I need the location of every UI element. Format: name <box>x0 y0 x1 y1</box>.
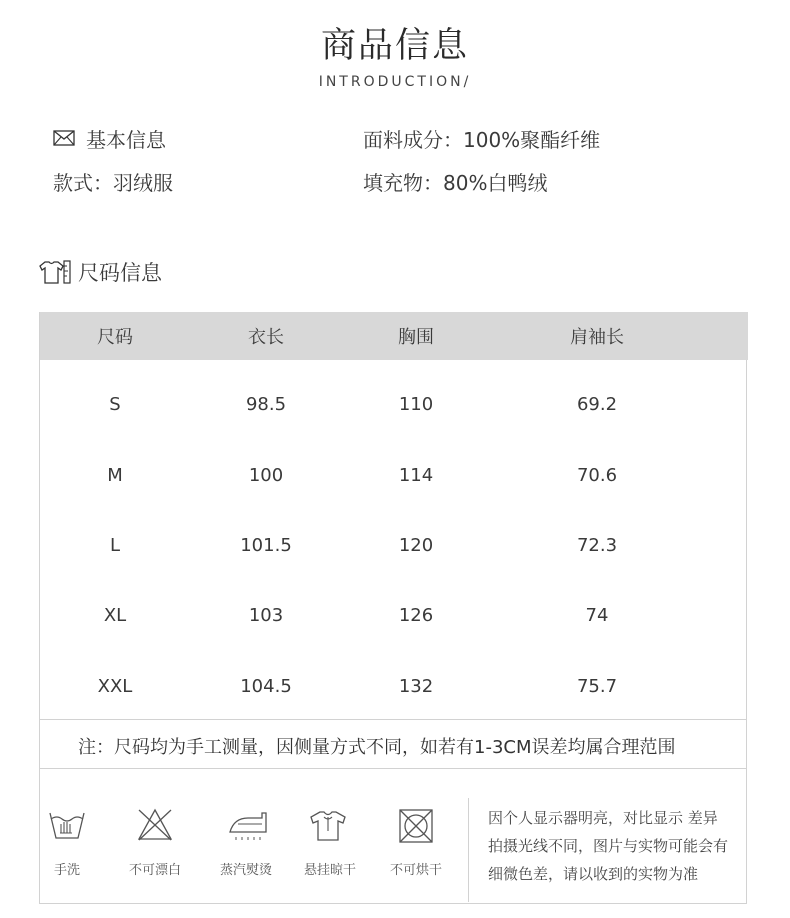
hang-dry-icon <box>308 809 348 843</box>
filling-info: 填充物：80%白鸭绒 <box>363 171 548 195</box>
cell-length: 101.5 <box>240 535 292 556</box>
cell-chest: 110 <box>398 394 434 415</box>
envelope-icon <box>53 130 75 146</box>
cell-chest: 114 <box>398 465 434 486</box>
fabric-info: 面料成分：100%聚酯纤维 <box>363 128 601 152</box>
no-bleach-icon <box>136 807 174 843</box>
care-label-no-tumble-dry: 不可烘干 <box>389 863 442 878</box>
divider <box>40 768 746 769</box>
hand-wash-icon <box>48 808 86 842</box>
cell-size: M <box>107 465 123 486</box>
table-header-row <box>40 312 748 360</box>
cell-length: 104.5 <box>240 676 292 697</box>
divider <box>40 719 746 720</box>
disclaimer-line: 拍摄光线不同，图片与实物可能会有 <box>488 837 729 855</box>
cell-chest: 126 <box>398 605 434 626</box>
cell-chest: 120 <box>398 535 434 556</box>
cell-sleeve: 72.3 <box>576 535 618 556</box>
size-section-label: 尺码信息 <box>78 261 162 285</box>
page-subtitle: INTRODUCTION/ <box>318 74 472 90</box>
size-table <box>39 312 747 904</box>
size-section-header <box>38 258 162 286</box>
measurement-note: 注：尺码均为手工测量，因侧量方式不同，如若有1-3CM误差均属合理范围 <box>78 737 676 758</box>
cell-length: 98.5 <box>245 394 287 415</box>
page-title: 商品信息 <box>320 26 469 66</box>
disclaimer-line: 因个人显示器明亮，对比显示 差异 <box>488 809 718 827</box>
header-length: 衣长 <box>248 327 284 348</box>
care-label-hang-dry: 悬挂晾干 <box>303 863 356 878</box>
cell-sleeve: 70.6 <box>576 465 618 486</box>
basic-info-label: 基本信息 <box>86 128 166 152</box>
care-label-steam-iron: 蒸汽熨烫 <box>219 863 272 878</box>
cell-sleeve: 74 <box>585 605 609 626</box>
cell-size: L <box>109 535 121 556</box>
tshirt-ruler-icon <box>38 259 72 285</box>
disclaimer-line: 细微色差，请以收到的实物为准 <box>488 865 699 883</box>
cell-size: XL <box>103 605 127 626</box>
care-label-hand-wash: 手洗 <box>53 863 80 878</box>
cell-sleeve: 75.7 <box>576 676 618 697</box>
steam-iron-icon <box>226 808 270 842</box>
cell-length: 100 <box>248 465 284 486</box>
divider <box>468 798 469 902</box>
no-tumble-dry-icon <box>398 808 434 844</box>
cell-chest: 132 <box>398 676 434 697</box>
header-sleeve: 肩袖长 <box>570 327 624 348</box>
cell-sleeve: 69.2 <box>576 394 618 415</box>
header-size: 尺码 <box>97 327 133 348</box>
color-disclaimer <box>488 804 748 888</box>
care-label-no-bleach: 不可漂白 <box>128 863 181 878</box>
cell-size: S <box>109 394 121 415</box>
style-info: 款式：羽绒服 <box>53 171 173 195</box>
header-chest: 胸围 <box>398 327 434 348</box>
cell-size: XXL <box>97 676 133 697</box>
cell-length: 103 <box>248 605 284 626</box>
